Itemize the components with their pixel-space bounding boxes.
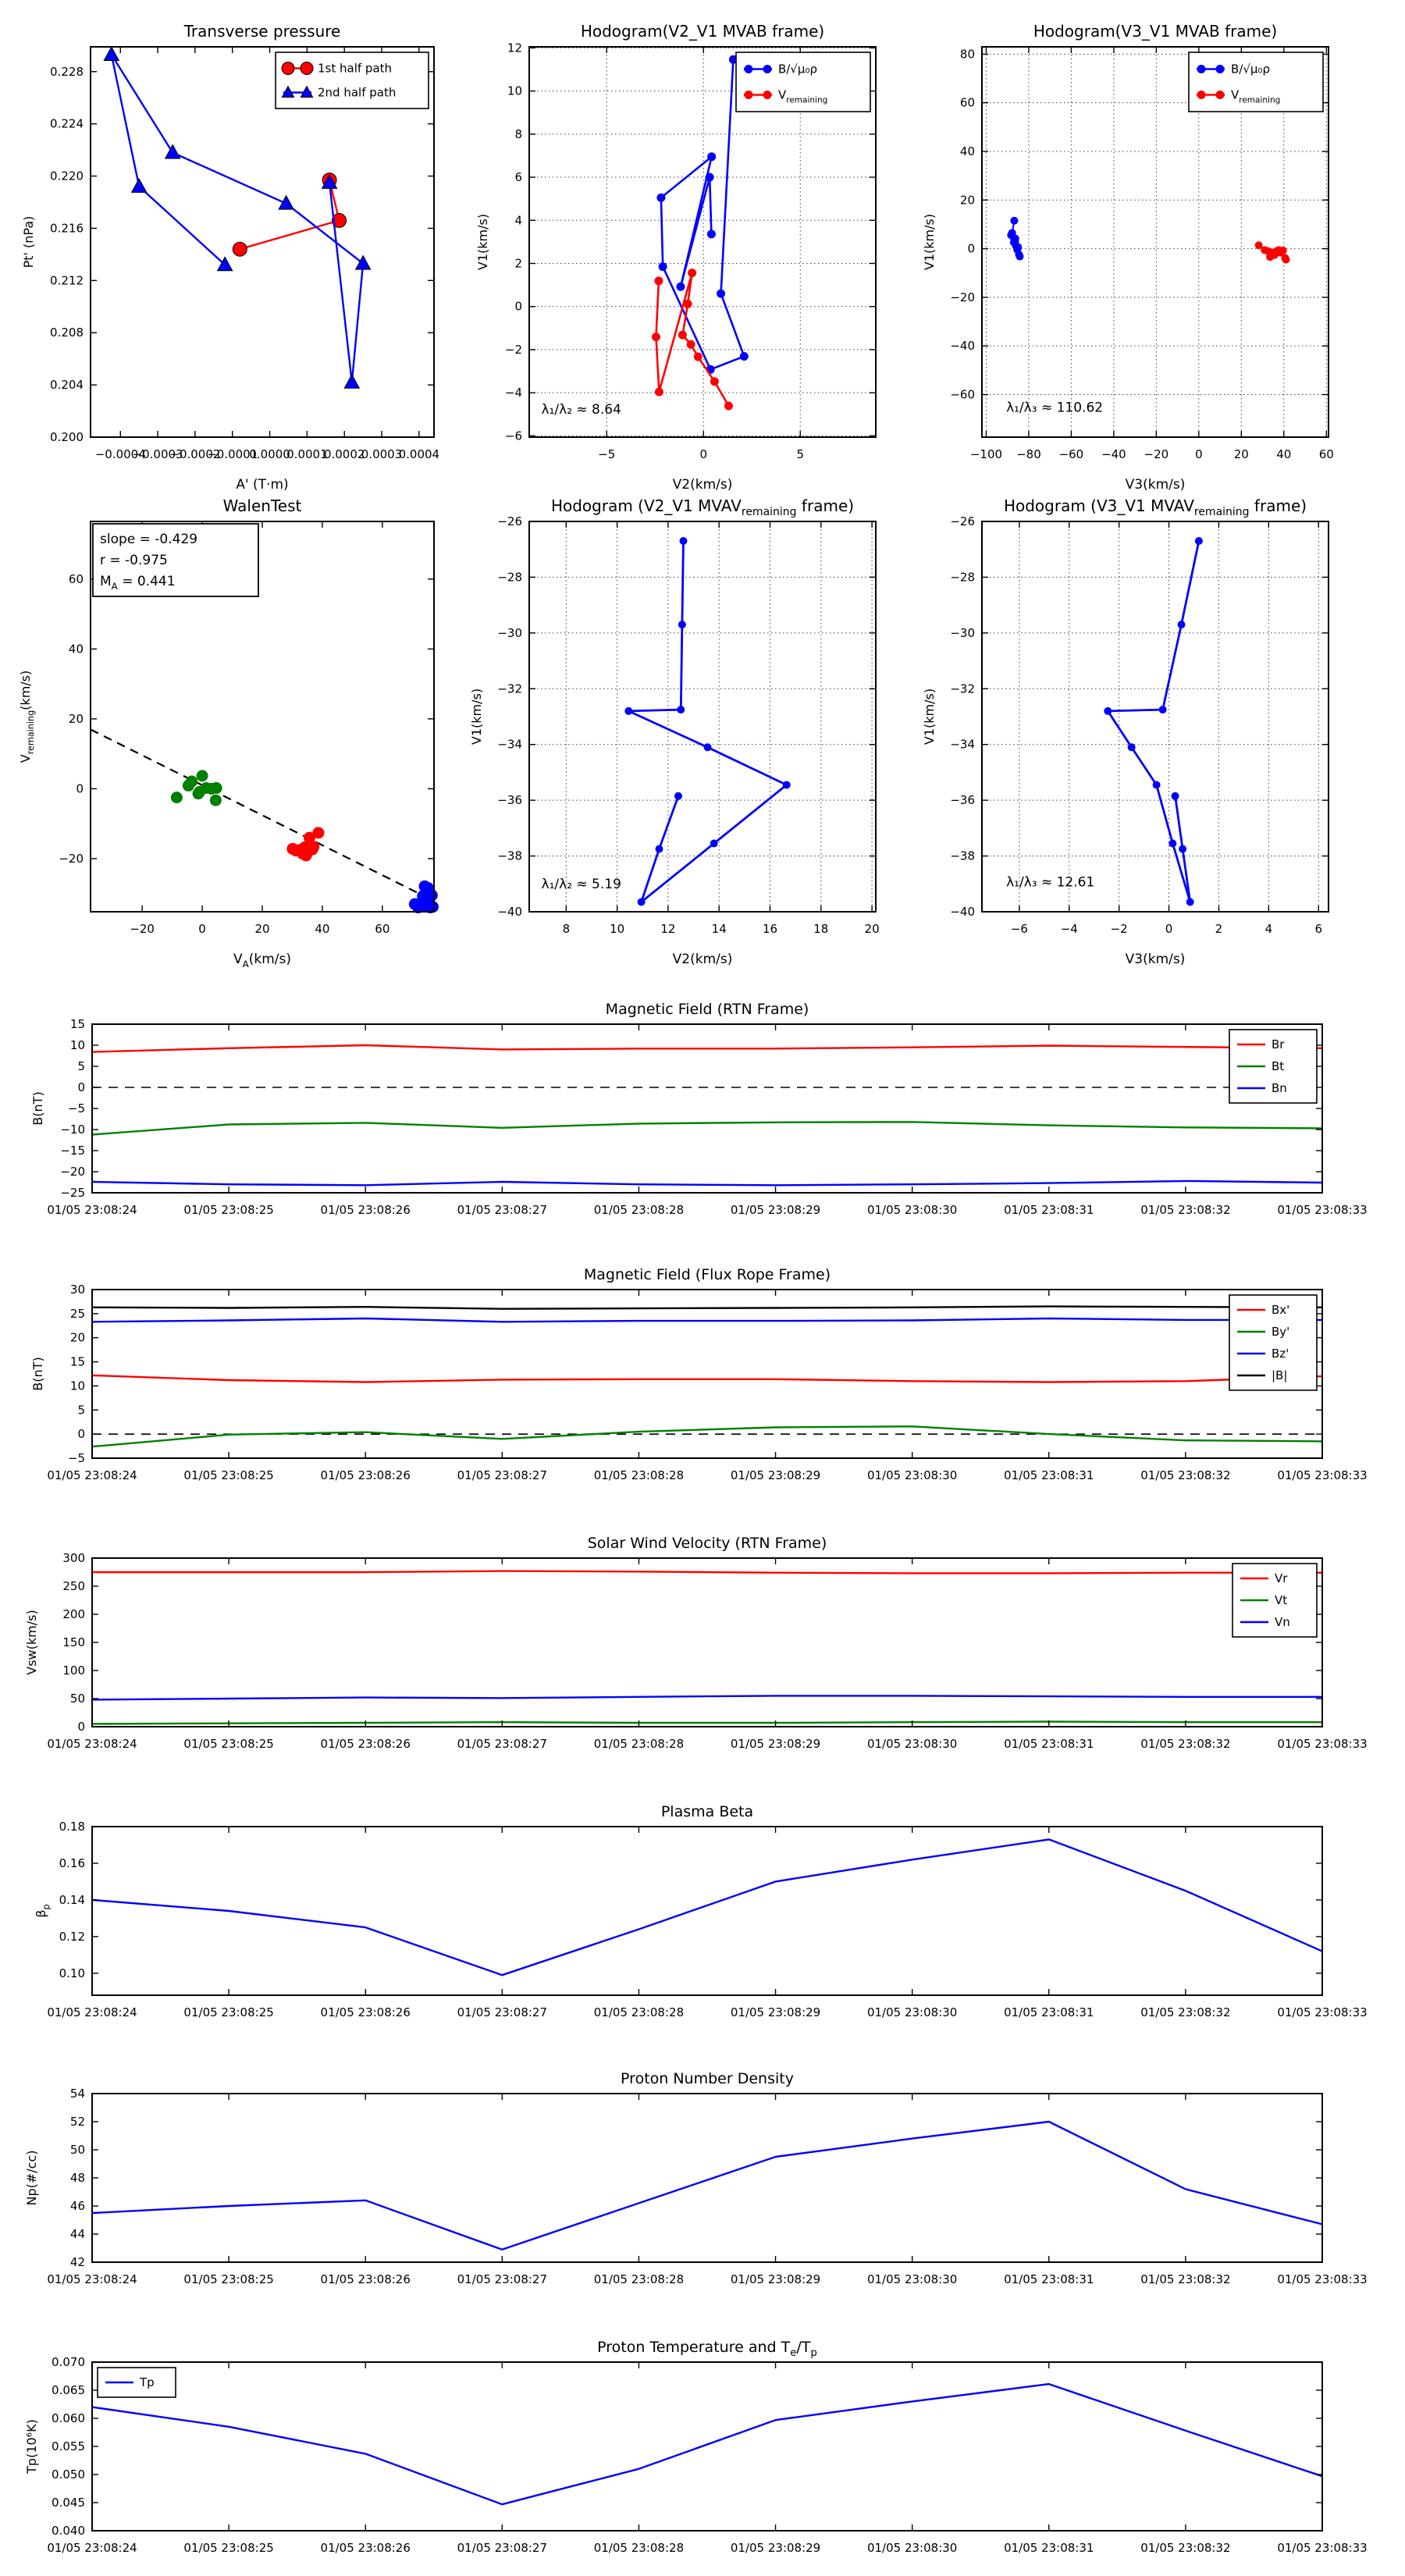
y-axis-label: Vsw(km/s) — [24, 1610, 39, 1675]
chart-proton-temperature — [24, 2339, 1368, 2555]
y-tick-label: 300 — [62, 1551, 85, 1565]
y-tick-label: 46 — [69, 2199, 85, 2213]
x-tick-label: 01/05 23:08:31 — [1004, 2005, 1094, 2019]
y-tick-label: 0.204 — [50, 378, 84, 393]
x-tick-label: 01/05 23:08:25 — [183, 2272, 274, 2286]
x-axis-label: V3(km/s) — [1125, 952, 1186, 967]
y-tick-label: 0.18 — [59, 1820, 85, 1834]
legend-label: Br — [1272, 1037, 1285, 1051]
y-tick-label: −34 — [497, 737, 522, 752]
x-tick-label: 12 — [660, 922, 676, 936]
y-tick-label: 50 — [69, 1692, 85, 1706]
legend-label: Vt — [1275, 1593, 1288, 1607]
y-tick-label: −32 — [950, 681, 975, 696]
legend-label: |B| — [1272, 1368, 1288, 1382]
walen-test-infobox — [93, 524, 258, 596]
y-tick-label: −38 — [950, 849, 975, 863]
x-tick-label: 0.0002 — [323, 447, 365, 461]
y-tick-label: 150 — [62, 1635, 85, 1649]
y-tick-label: 42 — [69, 2255, 85, 2269]
y-tick-label: 0 — [77, 1427, 85, 1442]
x-tick-label: 8 — [562, 922, 571, 936]
x-tick-label: −20 — [130, 922, 155, 936]
x-tick-label: −0.0004 — [94, 447, 146, 461]
y-tick-label: 0.14 — [59, 1892, 85, 1907]
x-tick-label: 10 — [610, 922, 625, 936]
y-tick-label: −5 — [67, 1101, 85, 1115]
x-tick-label: 01/05 23:08:32 — [1140, 1737, 1231, 1751]
y-tick-label: −40 — [950, 905, 975, 919]
x-tick-label: 01/05 23:08:27 — [457, 2272, 548, 2286]
chart-hodogram-v2v1-mvab — [475, 22, 876, 493]
chart-mag-fluxrope — [30, 1266, 1368, 1482]
y-axis-label: B(nT) — [30, 1091, 45, 1126]
x-tick-label: 01/05 23:08:33 — [1277, 2541, 1368, 2555]
x-tick-label: 01/05 23:08:27 — [457, 1737, 548, 1751]
x-tick-label: 01/05 23:08:29 — [730, 2005, 821, 2019]
chart-vsw-rtn — [24, 1535, 1368, 1751]
x-tick-label: 01/05 23:08:32 — [1140, 1468, 1231, 1482]
chart-title: Plasma Beta — [660, 1803, 754, 1820]
y-tick-label: 0.065 — [52, 2383, 85, 2397]
y-axis-label: Pt' (nPa) — [21, 215, 36, 269]
x-tick-label: −40 — [1101, 447, 1126, 461]
chart-title: WalenTest — [222, 496, 302, 515]
x-tick-label: 01/05 23:08:31 — [1004, 1468, 1094, 1482]
annotation: λ₁/λ₃ ≈ 110.62 — [1006, 400, 1104, 416]
y-tick-label: 80 — [959, 47, 975, 62]
x-tick-label: 01/05 23:08:27 — [457, 1468, 548, 1482]
legend-label: $V_{remaining}$ — [1231, 87, 1281, 105]
x-tick-label: −0.0001 — [207, 447, 258, 461]
x-tick-label: 01/05 23:08:26 — [320, 2005, 411, 2019]
legend-label: B/√μ₀ρ — [778, 62, 817, 76]
x-tick-label: 40 — [315, 922, 330, 936]
x-tick-label: 01/05 23:08:32 — [1140, 2272, 1231, 2286]
x-tick-label: 01/05 23:08:33 — [1277, 2005, 1368, 2019]
chart-hodogram-v3v1-mvab — [922, 22, 1334, 493]
y-axis-label: V1(km/s) — [922, 688, 937, 745]
y-tick-label: −10 — [60, 1123, 85, 1137]
y-tick-label: 20 — [959, 193, 975, 208]
y-tick-label: −5 — [67, 1451, 85, 1465]
y-tick-label: −26 — [497, 514, 522, 528]
x-tick-label: 0.0001 — [286, 447, 328, 461]
y-axis-label: V1(km/s) — [475, 213, 490, 271]
annotation: λ₁/λ₂ ≈ 5.19 — [541, 877, 621, 892]
y-axis-label: $\beta_p$ — [34, 1904, 52, 1918]
y-tick-label: −26 — [950, 514, 975, 528]
y-tick-label: 0 — [967, 241, 975, 256]
y-tick-label: 10 — [507, 84, 522, 98]
x-tick-label: 01/05 23:08:24 — [47, 1203, 137, 1217]
y-tick-label: 0.055 — [52, 2439, 85, 2453]
mag-fluxrope-legend — [1229, 1295, 1317, 1390]
y-tick-label: 60 — [959, 95, 975, 110]
x-tick-label: −100 — [969, 447, 1003, 461]
x-tick-label: 01/05 23:08:28 — [593, 2005, 685, 2019]
x-tick-label: −5 — [598, 447, 616, 461]
x-tick-label: −2 — [1110, 922, 1128, 936]
legend-label: Vn — [1275, 1615, 1290, 1629]
x-tick-label: 20 — [254, 922, 270, 936]
x-axis-label: $V_A(km/s)$ — [233, 952, 292, 970]
x-tick-label: 01/05 23:08:30 — [866, 1737, 958, 1751]
y-tick-label: −60 — [950, 387, 975, 402]
y-tick-label: 48 — [69, 2171, 85, 2185]
x-tick-label: 60 — [375, 922, 390, 936]
x-tick-label: 01/05 23:08:25 — [183, 2005, 274, 2019]
y-tick-label: 0.216 — [50, 221, 84, 236]
x-tick-label: −80 — [1016, 447, 1041, 461]
y-tick-label: 100 — [62, 1663, 85, 1678]
y-tick-label: 44 — [69, 2227, 85, 2241]
y-tick-label: −20 — [59, 851, 84, 866]
x-tick-label: 01/05 23:08:29 — [730, 2272, 821, 2286]
legend-label: Vr — [1275, 1571, 1288, 1585]
x-axis-label: V3(km/s) — [1125, 477, 1186, 493]
chart-title: Proton Temperature and $T_e/T_p$ — [597, 2339, 817, 2359]
x-tick-label: 01/05 23:08:29 — [730, 2541, 821, 2555]
x-tick-label: 01/05 23:08:24 — [47, 2005, 137, 2019]
x-tick-label: 01/05 23:08:28 — [593, 1203, 685, 1217]
y-tick-label: 30 — [69, 1283, 85, 1297]
x-tick-label: 01/05 23:08:31 — [1004, 1737, 1094, 1751]
y-tick-label: 0.12 — [59, 1929, 85, 1944]
x-tick-label: 01/05 23:08:24 — [47, 1737, 137, 1751]
x-tick-label: 0.0000 — [249, 447, 290, 461]
x-tick-label: 01/05 23:08:24 — [47, 2272, 137, 2286]
y-tick-label: 8 — [514, 126, 522, 141]
y-tick-label: 0.10 — [59, 1966, 85, 1980]
x-tick-label: 5 — [796, 447, 805, 461]
y-tick-label: −2 — [504, 342, 522, 357]
y-tick-label: 0.050 — [52, 2467, 85, 2482]
x-axis-label: V2(km/s) — [672, 477, 733, 493]
x-tick-label: 40 — [1276, 447, 1292, 461]
x-tick-label: 01/05 23:08:25 — [183, 2541, 274, 2555]
x-tick-label: 20 — [1233, 447, 1249, 461]
x-axis-label: A' (T·m) — [236, 477, 289, 493]
chart-transverse-pressure — [21, 22, 439, 493]
x-tick-label: 16 — [762, 922, 778, 936]
x-tick-label: 01/05 23:08:29 — [730, 1468, 821, 1482]
y-tick-label: 10 — [69, 1038, 85, 1052]
chart-title: Hodogram(V2_V1 MVAB frame) — [580, 22, 825, 41]
x-tick-label: −0.0002 — [169, 447, 221, 461]
x-tick-label: 0 — [198, 922, 206, 936]
x-tick-label: 0 — [699, 447, 708, 461]
x-tick-label: 18 — [813, 922, 829, 936]
x-tick-label: 20 — [864, 922, 880, 936]
x-tick-label: 01/05 23:08:33 — [1277, 1737, 1368, 1751]
y-tick-label: 6 — [514, 170, 522, 185]
y-tick-label: 0.228 — [50, 64, 84, 79]
x-tick-label: 2 — [1215, 922, 1223, 936]
y-tick-label: 12 — [507, 41, 522, 55]
y-tick-label: 4 — [514, 213, 522, 228]
y-tick-label: 0 — [514, 299, 522, 314]
x-axis-label: V2(km/s) — [672, 952, 733, 967]
y-tick-label: 15 — [69, 1017, 85, 1031]
x-tick-label: 01/05 23:08:30 — [866, 1468, 958, 1482]
y-axis-label: V1(km/s) — [469, 688, 484, 745]
legend-label: Bn — [1272, 1081, 1287, 1095]
chart-hodogram-v2v1-mvav — [469, 496, 880, 967]
x-tick-label: 6 — [1314, 922, 1322, 936]
chart-title: Transverse pressure — [183, 22, 341, 41]
transverse-pressure-legend — [276, 52, 429, 109]
x-tick-label: 0 — [1195, 447, 1203, 461]
y-axis-label: V1(km/s) — [922, 213, 937, 271]
chart-plasma-beta — [34, 1803, 1368, 2019]
y-tick-label: 5 — [77, 1059, 85, 1073]
y-tick-label: −15 — [60, 1144, 85, 1158]
x-tick-label: 01/05 23:08:30 — [866, 2272, 958, 2286]
x-tick-label: −6 — [1010, 922, 1028, 936]
x-tick-label: 01/05 23:08:32 — [1140, 2005, 1231, 2019]
y-tick-label: −28 — [950, 570, 975, 585]
x-tick-label: 01/05 23:08:29 — [730, 1737, 821, 1751]
x-tick-label: −20 — [1144, 447, 1169, 461]
x-tick-label: 01/05 23:08:31 — [1004, 2272, 1094, 2286]
legend-label: Bz' — [1272, 1347, 1289, 1361]
mag-rtn-legend — [1229, 1030, 1317, 1103]
y-tick-label: −38 — [497, 849, 522, 863]
y-axis-label: $V_{remaining}(km/s)$ — [18, 670, 36, 763]
y-tick-label: 0.16 — [59, 1856, 85, 1870]
y-tick-label: 0 — [77, 1080, 85, 1094]
x-tick-label: 01/05 23:08:32 — [1140, 2541, 1231, 2555]
x-tick-label: 01/05 23:08:26 — [320, 1203, 411, 1217]
y-tick-label: −32 — [497, 681, 522, 696]
y-tick-label: −34 — [950, 737, 975, 752]
y-tick-label: 15 — [69, 1354, 85, 1369]
legend-label: Bt — [1272, 1059, 1285, 1073]
y-tick-label: 0 — [76, 781, 84, 796]
x-tick-label: 01/05 23:08:27 — [457, 2005, 548, 2019]
legend-label: $V_{remaining}$ — [778, 87, 828, 105]
legend-label: Tp — [140, 2375, 155, 2389]
infobox-line: r = -0.975 — [100, 553, 168, 568]
annotation: λ₁/λ₃ ≈ 12.61 — [1006, 874, 1095, 891]
y-tick-label: 2 — [514, 256, 522, 271]
y-tick-label: 0 — [77, 1720, 85, 1734]
y-tick-label: −30 — [497, 625, 522, 640]
legend-label: B/√μ₀ρ — [1231, 62, 1270, 76]
legend-label: 1st half path — [318, 61, 393, 76]
x-tick-label: 01/05 23:08:25 — [183, 1203, 274, 1217]
x-tick-label: 01/05 23:08:29 — [730, 1203, 821, 1217]
infobox-line: slope = -0.429 — [100, 532, 198, 547]
y-tick-label: 40 — [68, 642, 84, 656]
x-tick-label: 01/05 23:08:30 — [866, 1203, 958, 1217]
x-tick-label: 01/05 23:08:28 — [593, 1468, 685, 1482]
y-tick-label: −36 — [950, 793, 975, 808]
x-tick-label: 01/05 23:08:28 — [593, 2541, 685, 2555]
y-tick-label: 0.220 — [50, 169, 84, 183]
chart-title: Hodogram (V2_V1 $MVAV_{remaining}$ frame) — [550, 496, 855, 518]
x-tick-label: 14 — [711, 922, 727, 936]
x-tick-label: 0.0003 — [361, 447, 403, 461]
x-tick-label: 01/05 23:08:30 — [866, 2005, 958, 2019]
x-tick-label: 01/05 23:08:28 — [593, 2272, 685, 2286]
x-tick-label: 01/05 23:08:33 — [1277, 1468, 1368, 1482]
chart-walen-test — [18, 496, 439, 970]
y-tick-label: 20 — [69, 1330, 85, 1345]
legend-label: 2nd half path — [318, 85, 397, 100]
y-tick-label: 0.045 — [52, 2496, 85, 2510]
y-tick-label: 0.212 — [50, 273, 84, 288]
y-tick-label: 250 — [62, 1579, 85, 1593]
hodogram-v2v1-mvab-legend — [736, 52, 870, 112]
x-tick-label: 01/05 23:08:24 — [47, 2541, 137, 2555]
x-tick-label: 01/05 23:08:32 — [1140, 1203, 1231, 1217]
y-tick-label: −6 — [504, 429, 522, 443]
y-tick-label: 0.224 — [50, 116, 84, 131]
y-tick-label: 0.060 — [52, 2411, 85, 2425]
y-tick-label: −25 — [60, 1186, 85, 1200]
annotation: λ₁/λ₂ ≈ 8.64 — [541, 402, 621, 418]
x-tick-label: 01/05 23:08:26 — [320, 2541, 411, 2555]
x-tick-label: 01/05 23:08:26 — [320, 1468, 411, 1482]
y-tick-label: 50 — [69, 2143, 85, 2157]
chart-title: Hodogram (V3_V1 $MVAV_{remaining}$ frame) — [1003, 496, 1307, 518]
y-axis-label: Tp(10⁶K) — [24, 2419, 39, 2474]
y-tick-label: −28 — [497, 570, 522, 585]
x-tick-label: 01/05 23:08:28 — [593, 1737, 685, 1751]
proton-temperature-legend — [98, 2368, 176, 2397]
x-tick-label: 0 — [1165, 922, 1173, 936]
x-tick-label: 01/05 23:08:25 — [183, 1468, 274, 1482]
hodogram-v3v1-mvab-legend — [1189, 52, 1323, 112]
y-tick-label: 5 — [77, 1403, 85, 1418]
x-tick-label: 01/05 23:08:33 — [1277, 2272, 1368, 2286]
x-tick-label: 01/05 23:08:27 — [457, 1203, 548, 1217]
y-tick-label: −36 — [497, 793, 522, 808]
x-tick-label: −4 — [1060, 922, 1078, 936]
chart-hodogram-v3v1-mvav — [922, 496, 1329, 967]
y-tick-label: −20 — [950, 290, 975, 304]
x-tick-label: −0.0003 — [132, 447, 183, 461]
x-tick-label: 0.0004 — [398, 447, 440, 461]
y-tick-label: −40 — [497, 905, 522, 919]
infobox-line: $M_A = 0.441$ — [100, 574, 176, 592]
x-tick-label: 01/05 23:08:30 — [866, 2541, 958, 2555]
y-tick-label: 52 — [69, 2115, 85, 2129]
y-tick-label: 0.200 — [50, 430, 84, 444]
y-axis-label: B(nT) — [30, 1357, 45, 1391]
chart-proton-density — [24, 2070, 1368, 2286]
x-tick-label: 01/05 23:08:31 — [1004, 1203, 1094, 1217]
chart-title: Magnetic Field (RTN Frame) — [605, 1001, 809, 1018]
x-tick-label: 01/05 23:08:24 — [47, 1468, 137, 1482]
chart-title: Hodogram(V3_V1 MVAB frame) — [1033, 22, 1278, 41]
y-tick-label: −40 — [950, 339, 975, 354]
x-tick-label: 60 — [1318, 447, 1334, 461]
x-tick-label: 01/05 23:08:33 — [1277, 1203, 1368, 1217]
vsw-rtn-legend — [1232, 1564, 1317, 1637]
legend-label: By' — [1272, 1325, 1290, 1339]
y-tick-label: 200 — [62, 1607, 85, 1621]
chart-title: Magnetic Field (Flux Rope Frame) — [583, 1266, 831, 1283]
y-tick-label: −20 — [60, 1165, 85, 1179]
x-tick-label: 01/05 23:08:26 — [320, 2272, 411, 2286]
y-tick-label: 10 — [69, 1379, 85, 1393]
y-tick-label: 0.040 — [52, 2524, 85, 2538]
x-tick-label: 4 — [1264, 922, 1273, 936]
legend-label: Bx' — [1272, 1303, 1290, 1317]
y-tick-label: −4 — [504, 386, 522, 400]
y-tick-label: 54 — [69, 2087, 85, 2101]
x-tick-label: 01/05 23:08:25 — [183, 1737, 274, 1751]
y-axis-label: Np(#/cc) — [24, 2150, 39, 2206]
y-tick-label: 0.208 — [50, 326, 84, 340]
x-tick-label: 01/05 23:08:27 — [457, 2541, 548, 2555]
y-tick-label: 20 — [68, 711, 84, 726]
y-tick-label: 40 — [959, 144, 975, 158]
chart-title: Proton Number Density — [621, 2070, 794, 2087]
y-tick-label: −30 — [950, 625, 975, 640]
chart-mag-rtn — [30, 1001, 1368, 1217]
x-tick-label: −60 — [1058, 447, 1084, 461]
y-tick-label: 0.070 — [52, 2355, 85, 2369]
y-tick-label: 25 — [69, 1306, 85, 1321]
x-tick-label: 01/05 23:08:31 — [1004, 2541, 1094, 2555]
chart-title: Solar Wind Velocity (RTN Frame) — [587, 1535, 827, 1552]
x-tick-label: 01/05 23:08:26 — [320, 1737, 411, 1751]
y-tick-label: 60 — [68, 571, 84, 586]
